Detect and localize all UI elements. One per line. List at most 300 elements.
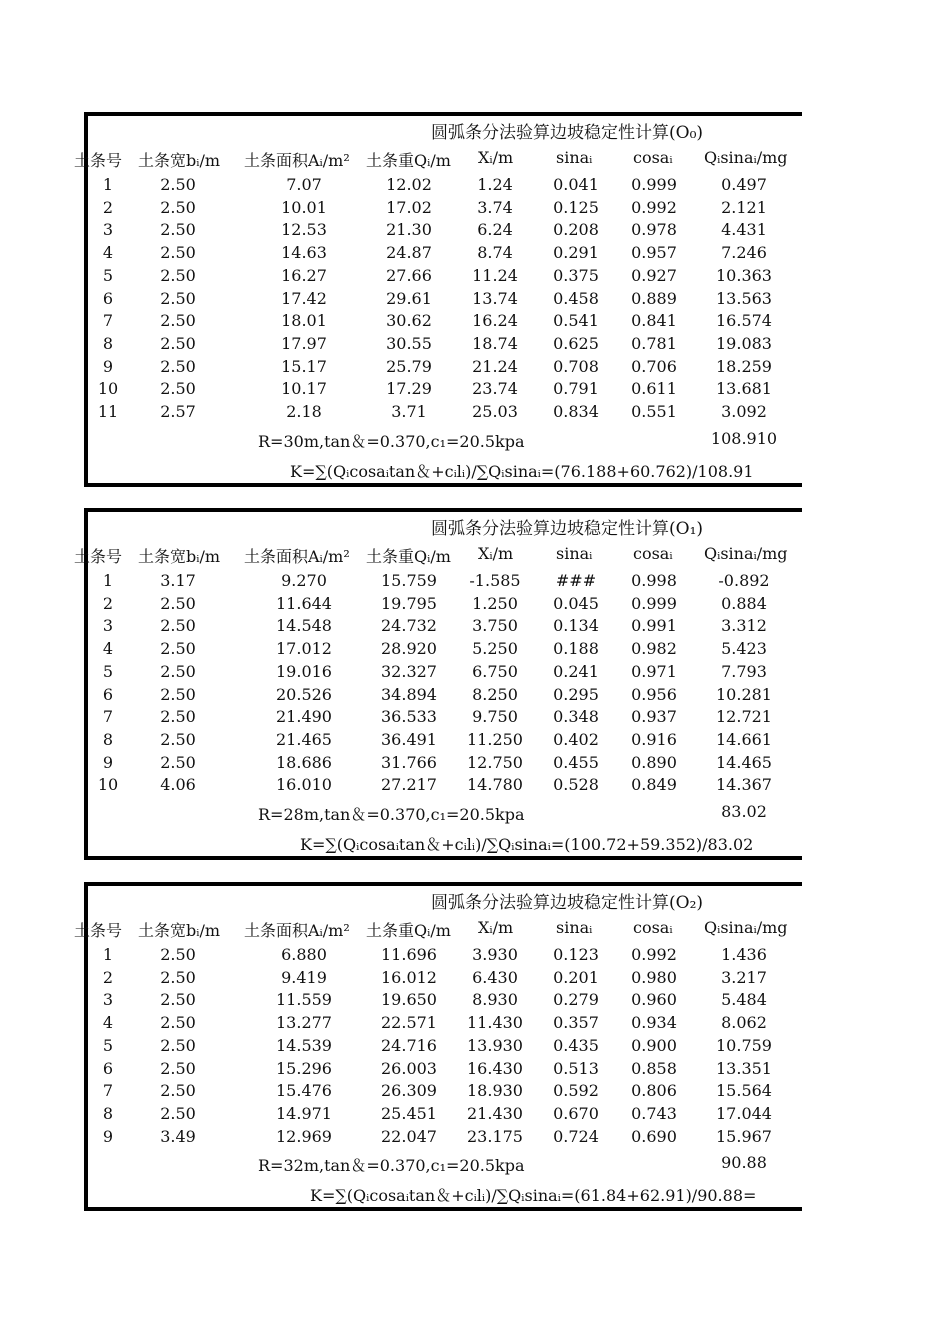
table-cell[interactable]: 2.50 (160, 990, 196, 1010)
table-cell[interactable]: -1.585 (469, 571, 521, 590)
table-cell[interactable]: 13.277 (276, 1013, 332, 1033)
table-cell[interactable]: 18.930 (467, 1081, 523, 1101)
table-cell[interactable]: 4.06 (160, 775, 196, 795)
table-cell[interactable]: 10 (97, 379, 119, 399)
table-cell[interactable]: 0.834 (553, 402, 599, 421)
column-header: sinaᵢ (556, 544, 593, 563)
table-cell[interactable]: 0.455 (553, 752, 599, 772)
column-header: Xᵢ/m (478, 544, 514, 563)
table-cell[interactable]: 3.750 (472, 616, 518, 636)
table-cell[interactable]: 5 (102, 265, 114, 285)
table-cell[interactable]: 17.02 (386, 197, 432, 217)
table-cell[interactable]: 6 (102, 684, 114, 704)
table-cell[interactable]: 0.134 (553, 616, 599, 636)
table-cell[interactable]: 11.430 (467, 1013, 523, 1033)
table-cell[interactable]: 0.806 (631, 1081, 677, 1101)
table-cell[interactable]: 13.351 (716, 1058, 772, 1078)
table-cell[interactable]: 0.435 (553, 1035, 599, 1055)
table-cell[interactable]: 18.74 (472, 333, 518, 353)
table-row (84, 402, 802, 424)
table-cell[interactable]: 3.74 (477, 197, 513, 217)
table-cell[interactable]: 2.50 (160, 707, 196, 727)
table-cell[interactable]: 0.513 (553, 1058, 599, 1078)
table-cell[interactable]: 3 (102, 220, 114, 240)
calc-table-0 (74, 112, 802, 487)
table-cell[interactable]: 8 (102, 1103, 114, 1123)
table-cell[interactable]: 25.03 (472, 402, 518, 421)
table-cell[interactable]: 0.992 (631, 945, 677, 964)
table-cell[interactable]: 3.17 (160, 571, 196, 590)
table-row (84, 594, 802, 616)
table-cell[interactable]: 2.50 (160, 593, 196, 613)
table-cell[interactable]: 3.71 (391, 402, 427, 421)
table-cell[interactable]: 7 (102, 1081, 114, 1101)
table-cell[interactable]: 27.66 (386, 265, 432, 285)
table-cell[interactable]: 19.795 (381, 593, 437, 613)
table-cell[interactable]: 2.50 (160, 333, 196, 353)
column-header: cosaᵢ (633, 148, 673, 167)
table-cell[interactable]: 1.250 (472, 593, 518, 613)
table-cell[interactable]: 15.967 (716, 1126, 772, 1146)
table-cell[interactable]: 14.548 (276, 616, 332, 636)
table-cell[interactable]: 0.957 (631, 243, 677, 263)
table-cell[interactable]: 1 (102, 571, 114, 590)
table-cell[interactable]: 15.296 (276, 1058, 332, 1078)
table-cell[interactable]: 29.61 (386, 288, 432, 308)
table-row (84, 289, 802, 311)
table-cell[interactable]: 7 (102, 707, 114, 727)
table-cell[interactable]: 0.497 (721, 175, 767, 194)
table-cell[interactable]: 21.24 (472, 356, 518, 376)
table-cell[interactable]: 2 (102, 967, 114, 987)
table-cell[interactable]: 9.419 (281, 967, 327, 987)
table-cell[interactable]: 2.50 (160, 639, 196, 659)
table-cell[interactable]: 0.592 (553, 1081, 599, 1101)
table-cell[interactable]: 0.858 (631, 1058, 677, 1078)
frame-bottom-border (84, 856, 802, 860)
table-cell[interactable]: 0.849 (631, 775, 677, 795)
table-cell[interactable]: 2.50 (160, 1035, 196, 1055)
header-row (74, 918, 802, 940)
table-cell[interactable]: ### (555, 571, 597, 590)
table-cell[interactable]: 2.50 (160, 616, 196, 636)
table-cell[interactable]: 11.250 (467, 729, 523, 749)
table-cell[interactable]: 24.732 (381, 616, 437, 636)
column-header: sinaᵢ (556, 148, 593, 167)
table-title: 圆弧条分法验算边坡稳定性计算(O₀) (431, 123, 704, 143)
table-cell[interactable]: 0.916 (631, 729, 677, 749)
table-cell[interactable]: 7.07 (286, 175, 322, 194)
table-cell[interactable]: 28.920 (381, 639, 437, 659)
table-row (84, 1104, 802, 1126)
table-cell[interactable]: 21.490 (276, 707, 332, 727)
table-cell[interactable]: 0.890 (631, 752, 677, 772)
table-cell[interactable]: 2.50 (160, 729, 196, 749)
table-cell[interactable]: 10.759 (716, 1035, 772, 1055)
table-cell[interactable]: 0.884 (721, 593, 767, 613)
table-cell[interactable]: 0.956 (631, 684, 677, 704)
header-row (74, 544, 802, 566)
column-header: cosaᵢ (633, 544, 673, 563)
table-cell[interactable]: 21.430 (467, 1103, 523, 1123)
table-cell[interactable]: 2.50 (160, 175, 196, 194)
table-cell[interactable]: 0.201 (553, 967, 599, 987)
table-row (84, 243, 802, 265)
sum-value[interactable]: 90.88 (721, 1153, 767, 1173)
table-cell[interactable]: 26.309 (381, 1081, 437, 1101)
column-header: 土条面积Aᵢ/m² (244, 547, 350, 566)
column-header: Xᵢ/m (478, 918, 514, 937)
table-cell[interactable]: 0.690 (631, 1126, 677, 1146)
table-row (84, 311, 802, 333)
table-cell[interactable]: 17.044 (716, 1103, 772, 1123)
frame-top-border (84, 112, 802, 116)
table-cell[interactable]: 1.24 (477, 175, 513, 194)
table-row (84, 662, 802, 684)
table-cell[interactable]: 0.208 (553, 220, 599, 240)
table-cell[interactable]: 0.998 (631, 571, 677, 590)
table-cell[interactable]: 2.50 (160, 1081, 196, 1101)
table-cell[interactable]: 0.402 (553, 729, 599, 749)
table-cell[interactable]: 0.670 (553, 1103, 599, 1123)
table-cell[interactable]: 16.27 (281, 265, 327, 285)
table-cell[interactable]: 2.50 (160, 1058, 196, 1078)
table-cell[interactable]: 6.430 (472, 967, 518, 987)
table-row (84, 775, 802, 797)
table-row (84, 753, 802, 775)
table-cell[interactable]: 9.750 (472, 707, 518, 727)
table-cell[interactable]: 0.625 (553, 333, 599, 353)
table-cell[interactable]: 19.016 (276, 661, 332, 681)
table-cell[interactable]: 9.270 (281, 571, 327, 590)
column-header: cosaᵢ (633, 918, 673, 937)
table-cell[interactable]: 0.611 (631, 379, 677, 399)
sum-value[interactable]: 83.02 (721, 802, 767, 821)
table-cell[interactable]: 6 (102, 288, 114, 308)
table-cell[interactable]: 17.012 (276, 639, 332, 659)
table-cell[interactable]: 14.539 (276, 1035, 332, 1055)
column-header: Xᵢ/m (478, 148, 514, 167)
table-cell[interactable]: 18.01 (281, 311, 327, 331)
table-cell[interactable]: 0.960 (631, 990, 677, 1010)
table-cell[interactable]: 2.50 (160, 1103, 196, 1123)
table-cell[interactable]: 0.706 (631, 356, 677, 376)
table-cell[interactable]: 2.18 (286, 402, 322, 421)
column-header: 土条面积Aᵢ/m² (244, 151, 350, 170)
table-cell[interactable]: 5.484 (721, 990, 767, 1010)
table-cell[interactable]: 0.900 (631, 1035, 677, 1055)
table-cell[interactable]: 0.841 (631, 311, 677, 331)
sum-value[interactable]: 108.910 (710, 428, 778, 448)
table-cell[interactable]: 8.930 (472, 990, 518, 1010)
table-cell[interactable]: 0.708 (553, 356, 599, 376)
table-cell[interactable]: 14.971 (276, 1103, 332, 1123)
table-cell[interactable]: 22.571 (381, 1013, 437, 1033)
frame-top-border (84, 882, 802, 886)
table-cell[interactable]: 0.123 (553, 945, 599, 964)
table-cell[interactable]: 1 (102, 945, 114, 964)
table-cell[interactable]: 15.17 (281, 356, 327, 376)
table-row (84, 945, 802, 967)
table-cell[interactable]: 0.999 (631, 175, 677, 194)
table-cell[interactable]: 10.17 (281, 379, 327, 399)
table-cell[interactable]: 0.781 (631, 333, 677, 353)
table-cell[interactable]: 26.003 (381, 1058, 437, 1078)
table-cell[interactable]: 3.217 (721, 967, 767, 987)
table-cell[interactable]: 2.50 (160, 243, 196, 263)
table-cell[interactable]: 25.79 (386, 356, 432, 376)
table-cell[interactable]: 1 (102, 175, 114, 194)
table-cell[interactable]: 31.766 (381, 752, 437, 772)
table-cell[interactable]: 8 (102, 333, 114, 353)
table-cell[interactable]: 0.991 (631, 616, 677, 636)
table-cell[interactable]: 27.217 (381, 775, 437, 795)
table-row (84, 1013, 802, 1035)
column-header: Qᵢsinaᵢ/mg (704, 544, 788, 563)
table-cell[interactable]: 0.889 (631, 288, 677, 308)
frame-top-border (84, 508, 802, 512)
table-row (84, 616, 802, 638)
table-cell[interactable]: 17.29 (386, 379, 432, 399)
table-cell[interactable]: 2 (102, 593, 114, 613)
table-cell[interactable]: 0.541 (553, 311, 599, 331)
table-cell[interactable]: 4 (102, 243, 114, 263)
table-cell[interactable]: 16.010 (276, 775, 332, 795)
table-row (84, 707, 802, 729)
table-cell[interactable]: 36.491 (381, 729, 437, 749)
table-cell[interactable]: 5 (102, 1035, 114, 1055)
safety-factor-formula: K=∑(Qᵢcosaᵢtan＆+cᵢlᵢ)/∑Qᵢsinaᵢ=(100.72+59.352)/83.02 (300, 835, 754, 854)
table-cell[interactable]: 13.563 (716, 288, 772, 308)
table-cell[interactable]: 14.661 (716, 729, 772, 749)
table-cell[interactable]: 2.50 (160, 1013, 196, 1033)
table-cell[interactable]: 32.327 (381, 661, 437, 681)
table-cell[interactable]: 17.97 (281, 333, 327, 353)
table-cell[interactable]: 13.74 (472, 288, 518, 308)
table-cell[interactable]: 0.188 (553, 639, 599, 659)
table-cell[interactable]: 21.30 (386, 220, 432, 240)
table-cell[interactable]: 4.431 (721, 220, 767, 240)
table-cell[interactable]: 0.992 (631, 197, 677, 217)
table-cell[interactable]: 17.42 (281, 288, 327, 308)
table-cell[interactable]: 9 (102, 356, 114, 376)
table-cell[interactable]: 3.930 (472, 945, 518, 964)
table-cell[interactable]: 0.125 (553, 197, 599, 217)
column-header: 土条宽bᵢ/m (138, 921, 221, 940)
table-cell[interactable]: 0.241 (553, 661, 599, 681)
table-cell[interactable]: 24.87 (386, 243, 432, 263)
table-cell[interactable]: 16.574 (716, 311, 772, 331)
column-header: 土条重Qᵢ/m (366, 921, 451, 940)
table-cell[interactable]: 11.696 (381, 945, 437, 964)
table-cell[interactable]: 0.045 (553, 593, 599, 613)
table-cell[interactable]: 0.791 (553, 379, 599, 399)
table-row (84, 1127, 802, 1149)
table-cell[interactable]: 15.759 (381, 571, 437, 590)
table-cell[interactable]: 5 (102, 661, 114, 681)
table-row (84, 1036, 802, 1058)
table-row (84, 1081, 802, 1103)
table-cell[interactable]: 1.436 (721, 945, 767, 964)
table-cell[interactable]: 10.01 (281, 197, 327, 217)
table-cell[interactable]: 2.50 (160, 265, 196, 285)
table-cell[interactable]: 2.57 (160, 402, 196, 421)
table-cell[interactable]: 15.476 (276, 1081, 332, 1101)
table-cell[interactable]: 6.750 (472, 661, 518, 681)
table-cell[interactable]: 2.50 (160, 379, 196, 399)
table-cell[interactable]: 22.047 (381, 1126, 437, 1146)
table-cell[interactable]: 15.564 (716, 1081, 772, 1101)
table-cell[interactable]: 2.50 (160, 945, 196, 964)
table-cell[interactable]: 10.363 (716, 265, 772, 285)
table-cell[interactable]: 7.246 (721, 243, 767, 263)
table-title: 圆弧条分法验算边坡稳定性计算(O₁) (431, 519, 704, 539)
table-cell[interactable]: 9 (102, 1126, 114, 1146)
table-row (84, 730, 802, 752)
table-row (84, 220, 802, 242)
table-cell[interactable]: 13.681 (716, 379, 772, 399)
frame-bottom-border (84, 483, 802, 487)
table-cell[interactable]: 14.367 (716, 775, 772, 795)
table-cell[interactable]: 20.526 (276, 684, 332, 704)
table-cell[interactable]: 23.74 (472, 379, 518, 399)
table-cell[interactable]: 6.880 (281, 945, 327, 964)
table-cell[interactable]: 2.50 (160, 311, 196, 331)
safety-factor-formula: K=∑(Qᵢcosaᵢtan＆+cᵢlᵢ)/∑Qᵢsinaᵢ=(61.84+62.91)/90.88= (310, 1186, 757, 1206)
table-cell[interactable]: 14.465 (716, 752, 772, 772)
table-cell[interactable]: 4 (102, 1013, 114, 1033)
table-cell[interactable]: 8.250 (472, 684, 518, 704)
table-cell[interactable]: 23.175 (467, 1126, 523, 1146)
table-cell[interactable]: 0.999 (631, 593, 677, 613)
table-cell[interactable]: 12.53 (281, 220, 327, 240)
table-cell[interactable]: 10.281 (716, 684, 772, 704)
table-cell[interactable]: 2.50 (160, 220, 196, 240)
table-cell[interactable]: 5.250 (472, 639, 518, 659)
table-row (84, 334, 802, 356)
table-cell[interactable]: 11.24 (472, 265, 518, 285)
table-cell[interactable]: 24.716 (381, 1035, 437, 1055)
table-cell[interactable]: 6 (102, 1058, 114, 1078)
table-cell[interactable]: 8 (102, 729, 114, 749)
table-cell[interactable]: 7 (102, 311, 114, 331)
table-cell[interactable]: 14.780 (467, 775, 523, 795)
table-cell[interactable]: 3.49 (160, 1126, 196, 1146)
table-cell[interactable]: 12.969 (276, 1126, 332, 1146)
table-cell[interactable]: 21.465 (276, 729, 332, 749)
table-cell[interactable]: 2.50 (160, 684, 196, 704)
table-cell[interactable]: 0.291 (553, 243, 599, 263)
column-header: 土条号 (74, 151, 123, 170)
table-cell[interactable]: 2.50 (160, 356, 196, 376)
table-cell[interactable]: 19.650 (381, 990, 437, 1010)
table-cell[interactable]: 16.012 (381, 967, 437, 987)
table-cell[interactable]: 0.934 (631, 1013, 677, 1033)
table-cell[interactable]: 2.50 (160, 752, 196, 772)
table-cell[interactable]: 30.55 (386, 333, 432, 353)
table-cell[interactable]: 30.62 (386, 311, 432, 331)
table-cell[interactable]: 0.348 (553, 707, 599, 727)
table-cell[interactable]: 3.092 (721, 402, 767, 421)
table-row (84, 175, 802, 197)
table-cell[interactable]: 2.50 (160, 967, 196, 987)
table-cell[interactable]: 0.041 (553, 175, 599, 194)
table-cell[interactable]: 0.357 (553, 1013, 599, 1033)
table-row (84, 357, 802, 379)
table-cell[interactable]: 0.279 (553, 990, 599, 1010)
table-row (84, 379, 802, 401)
table-cell[interactable]: 25.451 (381, 1103, 437, 1123)
table-cell[interactable]: 0.980 (631, 967, 677, 987)
table-cell[interactable]: 7.793 (721, 661, 767, 681)
table-cell[interactable]: 18.686 (276, 752, 332, 772)
table-row (84, 685, 802, 707)
table-cell[interactable]: 8.74 (477, 243, 513, 263)
column-header: 土条重Qᵢ/m (366, 547, 451, 566)
table-cell[interactable]: -0.892 (718, 571, 770, 590)
table-cell[interactable]: 6.24 (477, 220, 513, 240)
table-cell[interactable]: 18.259 (716, 356, 772, 376)
table-cell[interactable]: 3 (102, 990, 114, 1010)
table-cell[interactable]: 10 (97, 775, 119, 795)
table-cell[interactable]: 16.24 (472, 311, 518, 331)
table-cell[interactable]: 5.423 (721, 639, 767, 659)
table-cell[interactable]: 0.927 (631, 265, 677, 285)
table-cell[interactable]: 2.121 (721, 197, 767, 217)
table-cell[interactable]: 0.978 (631, 220, 677, 240)
table-cell[interactable]: 36.533 (381, 707, 437, 727)
table-row (84, 571, 802, 593)
table-cell[interactable]: 0.982 (631, 639, 677, 659)
table-title: 圆弧条分法验算边坡稳定性计算(O₂) (431, 893, 704, 913)
table-cell[interactable]: 0.528 (553, 775, 599, 795)
table-cell[interactable]: 11.559 (276, 990, 332, 1010)
table-cell[interactable]: 0.971 (631, 661, 677, 681)
table-cell[interactable]: 0.295 (553, 684, 599, 704)
table-cell[interactable]: 0.375 (553, 265, 599, 285)
table-cell[interactable]: 2.50 (160, 661, 196, 681)
table-cell[interactable]: 11 (97, 402, 119, 421)
table-cell[interactable]: 12.750 (467, 752, 523, 772)
table-cell[interactable]: 2.50 (160, 288, 196, 308)
table-cell[interactable]: 0.458 (553, 288, 599, 308)
table-cell[interactable]: 11.644 (276, 593, 332, 613)
column-header: 土条面积Aᵢ/m² (244, 921, 350, 940)
table-cell[interactable]: 2 (102, 197, 114, 217)
table-cell[interactable]: 12.02 (386, 175, 432, 194)
table-cell[interactable]: 12.721 (716, 707, 772, 727)
table-cell[interactable]: 16.430 (467, 1058, 523, 1078)
table-cell[interactable]: 9 (102, 752, 114, 772)
table-cell[interactable]: 0.937 (631, 707, 677, 727)
table-cell[interactable]: 13.930 (467, 1035, 523, 1055)
table-cell[interactable]: 8.062 (721, 1013, 767, 1033)
table-cell[interactable]: 3 (102, 616, 114, 636)
table-cell[interactable]: 0.724 (553, 1126, 599, 1146)
table-cell[interactable]: 14.63 (281, 243, 327, 263)
table-cell[interactable]: 4 (102, 639, 114, 659)
table-cell[interactable]: 2.50 (160, 197, 196, 217)
table-cell[interactable]: 19.083 (716, 333, 772, 353)
table-row (84, 968, 802, 990)
table-cell[interactable]: 34.894 (381, 684, 437, 704)
table-row (84, 198, 802, 220)
table-cell[interactable]: 3.312 (721, 616, 767, 636)
column-header: 土条宽bᵢ/m (138, 547, 221, 566)
header-row (74, 148, 802, 170)
table-cell[interactable]: 0.551 (631, 402, 677, 421)
table-cell[interactable]: 0.743 (631, 1103, 677, 1123)
